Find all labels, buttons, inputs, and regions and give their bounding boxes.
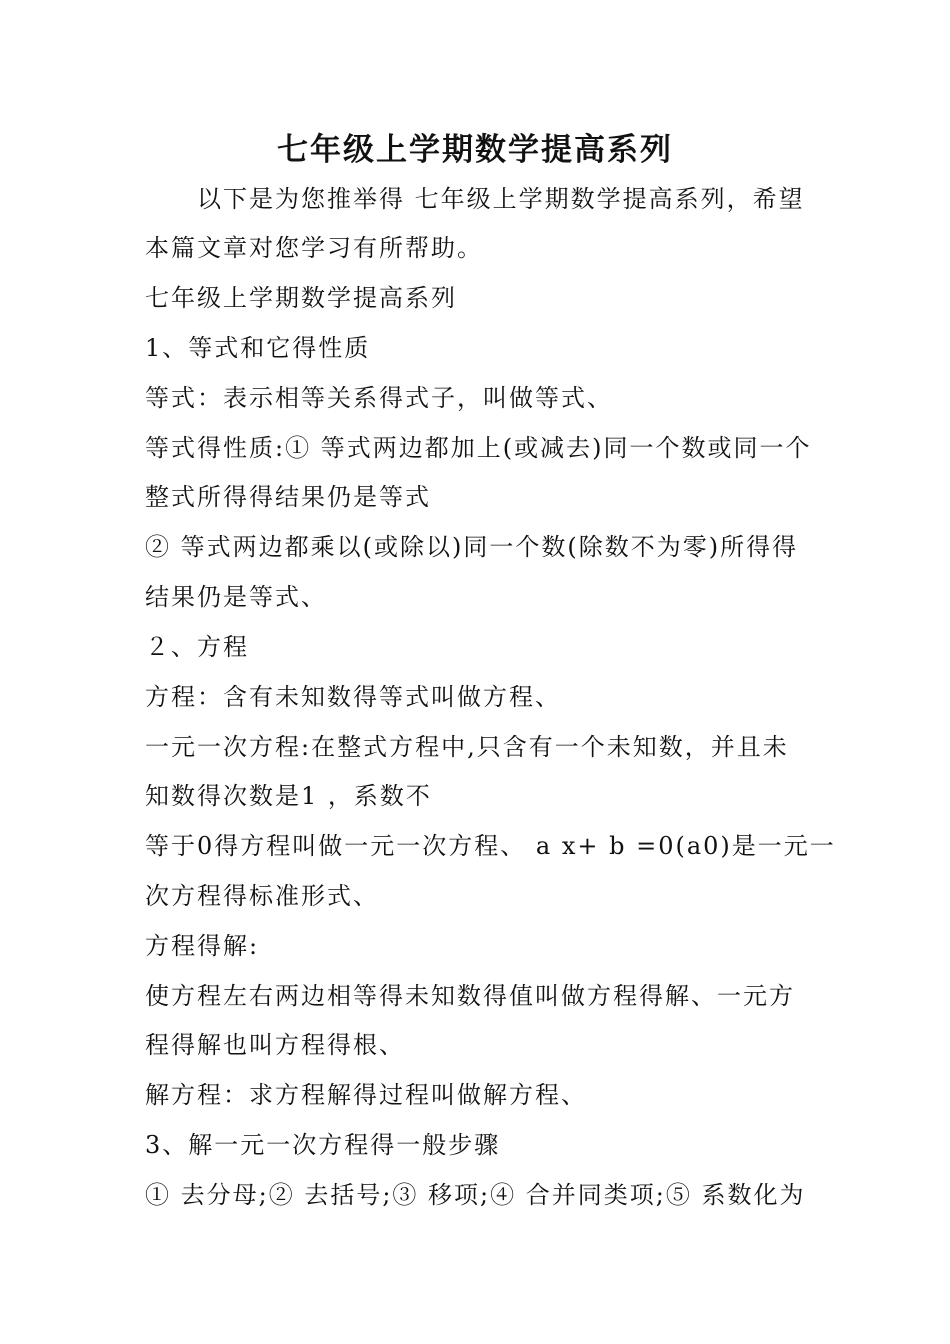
paragraph-line: ② 等式两边都乘以(或除以)同一个数(除数不为零)所得得: [145, 533, 799, 561]
paragraph-line: 解方程：求方程解得过程叫做解方程、: [145, 1081, 587, 1109]
paragraph-line: 3、解一元一次方程得一般步骤: [145, 1131, 501, 1159]
paragraph-line: 方程：含有未知数得等式叫做方程、: [145, 683, 561, 711]
paragraph-line: ① 去分母;② 去括号;③ 移项;④ 合并同类项;⑤ 系数化为: [145, 1181, 806, 1209]
paragraph-line: 使方程左右两边相等得未知数得值叫做方程得解、一元方: [145, 982, 795, 1010]
paragraph-line: 结果仍是等式、: [145, 583, 327, 611]
paragraph-line: 方程得解:: [145, 932, 260, 960]
paragraph-line: 知数得次数是1 ，系数不: [145, 782, 432, 810]
paragraph-line: 整式所得得结果仍是等式: [145, 483, 431, 511]
paragraph-line: 七年级上学期数学提高系列: [145, 284, 457, 312]
paragraph-line: 本篇文章对您学习有所帮助。: [145, 234, 483, 262]
document-title: 七年级上学期数学提高系列: [277, 132, 673, 168]
paragraph-line: 等式得性质:① 等式两边都加上(或减去)同一个数或同一个: [145, 434, 812, 462]
paragraph-line: 一元一次方程:在整式方程中,只含有一个未知数，并且未: [145, 733, 789, 761]
paragraph-line: 等式：表示相等关系得式子，叫做等式、: [145, 384, 613, 412]
paragraph-line: 以下是为您推举得 七年级上学期数学提高系列，希望: [145, 185, 805, 213]
paragraph-line: ２、方程: [145, 633, 249, 661]
paragraph-line: 次方程得标准形式、: [145, 882, 379, 910]
paragraph-line: 等于0得方程叫做一元一次方程、 a x+ b =0(a0)是一元一: [145, 832, 836, 860]
paragraph-line: 程得解也叫方程得根、: [145, 1031, 405, 1059]
paragraph-line: 1、等式和它得性质: [145, 334, 371, 362]
